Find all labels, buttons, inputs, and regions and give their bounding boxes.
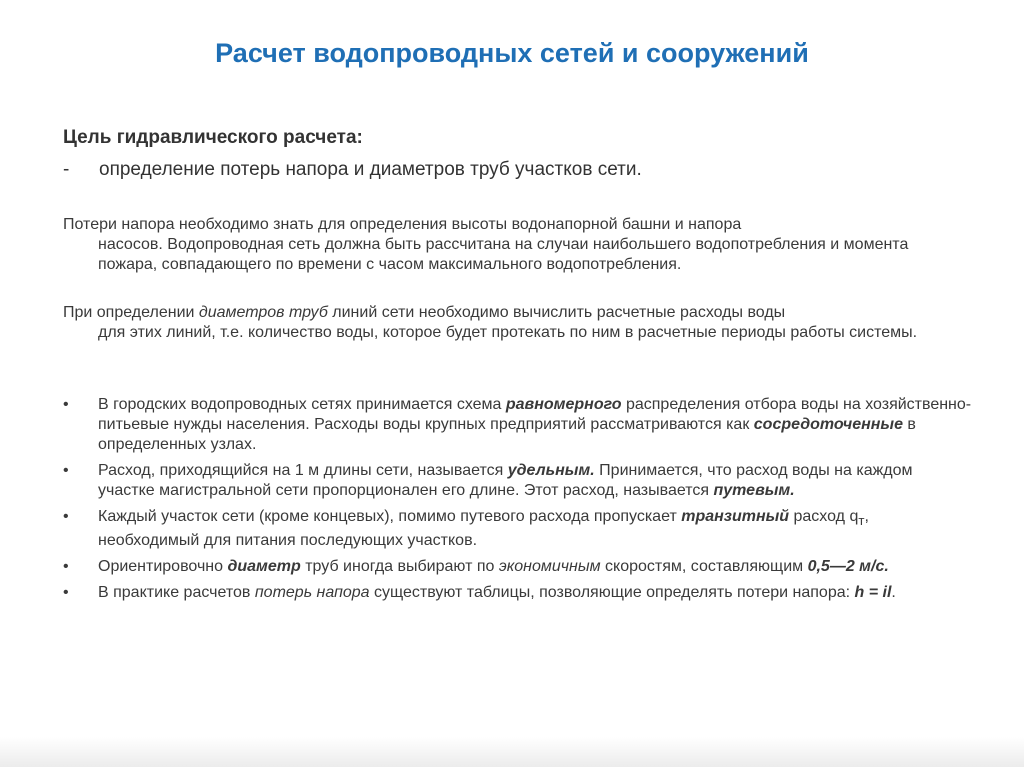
paragraph-continuation: насосов. Водопроводная сеть должна быть рассчитана на случаи наибольшего водопотребления и момента пожара, совпадающего по времени с часом максимального водопотребления. (98, 236, 909, 273)
bullet-text: существуют таблицы, позволяющие определять потери напора: (369, 584, 855, 602)
paragraph-pipe-diameters (63, 303, 963, 343)
slide-footer-shadow (0, 737, 1024, 767)
bullet-text: В городских водопроводных сетях принимается схема (98, 396, 506, 413)
slide-title: Расчет водопроводных сетей и сооружений (215, 38, 809, 68)
goal-item (63, 159, 642, 181)
paragraph-text: линий сети необходимо вычислить расчетные расходы воды (327, 304, 786, 321)
bullet-marker: • (63, 584, 69, 602)
bullet-text: Расход, приходящийся на 1 м длины сети, называется (98, 462, 508, 479)
bullet-item (63, 557, 973, 577)
bullet-text: Каждый участок сети (кроме концевых), помимо путевого расхода пропускает (98, 508, 682, 525)
bold-term: путевым. (713, 482, 795, 499)
bullet-text: скоростям, составляющим (600, 558, 808, 576)
bullet-marker: • (63, 508, 69, 525)
bold-term: удельным. (507, 462, 595, 479)
bold-term: сосредоточенные (753, 416, 903, 433)
bullet-text: расход q (789, 508, 859, 525)
subscript: т (858, 513, 865, 529)
bullet-item (63, 461, 973, 501)
bullet-text: Принимается, что расход воды на каждом участке магистральной сети пропорционален его длине. Этот расход, называется (98, 462, 913, 499)
bold-term: равномерного (505, 396, 622, 413)
bullet-text: в определенных узлах. (98, 416, 916, 453)
emphasis-text: диаметров труб (198, 304, 328, 321)
bold-term: транзитный (681, 508, 790, 525)
bullet-text: , необходимый для питания последующих участков. (98, 508, 869, 550)
bullet-text: . (891, 584, 896, 602)
bullet-marker: • (63, 558, 69, 576)
formula: h = il (854, 584, 892, 602)
bullet-text: В практике расчетов (98, 584, 255, 602)
bullet-text: распределения отбора воды на хозяйственно-питьевые нужды населения. Расходы воды крупных предприятий рассматриваются как (98, 396, 972, 433)
bullet-item (63, 507, 973, 551)
paragraph-continuation: для этих линий, т.е. количество воды, которое будет протекать по ним в расчетные периоды работы системы. (98, 324, 918, 341)
bullet-text: Ориентировочно (98, 558, 228, 576)
bullet-text: труб иногда выбирают по (300, 558, 499, 576)
italic-term: экономичным (498, 558, 601, 576)
italic-term: потерь напора (254, 584, 370, 602)
bold-term: 0,5—2 м/с. (807, 558, 889, 576)
goal-heading: Цель гидравлического расчета: (63, 127, 363, 148)
paragraph-text: При определении (63, 304, 199, 321)
bullet-marker: • (63, 396, 69, 413)
paragraph-head-loss (63, 215, 963, 275)
bullet-item (63, 583, 973, 603)
goal-item-text: определение потерь напора и диаметров труб участков сети. (99, 159, 642, 180)
paragraph-line: Потери напора необходимо знать для определения высоты водонапорной башни и напора (63, 216, 742, 233)
bullet-list (63, 395, 973, 609)
bullet-item (63, 395, 973, 455)
bullet-marker: • (63, 462, 69, 479)
bold-term: диаметр (227, 558, 301, 576)
dash-marker: - (63, 159, 70, 180)
